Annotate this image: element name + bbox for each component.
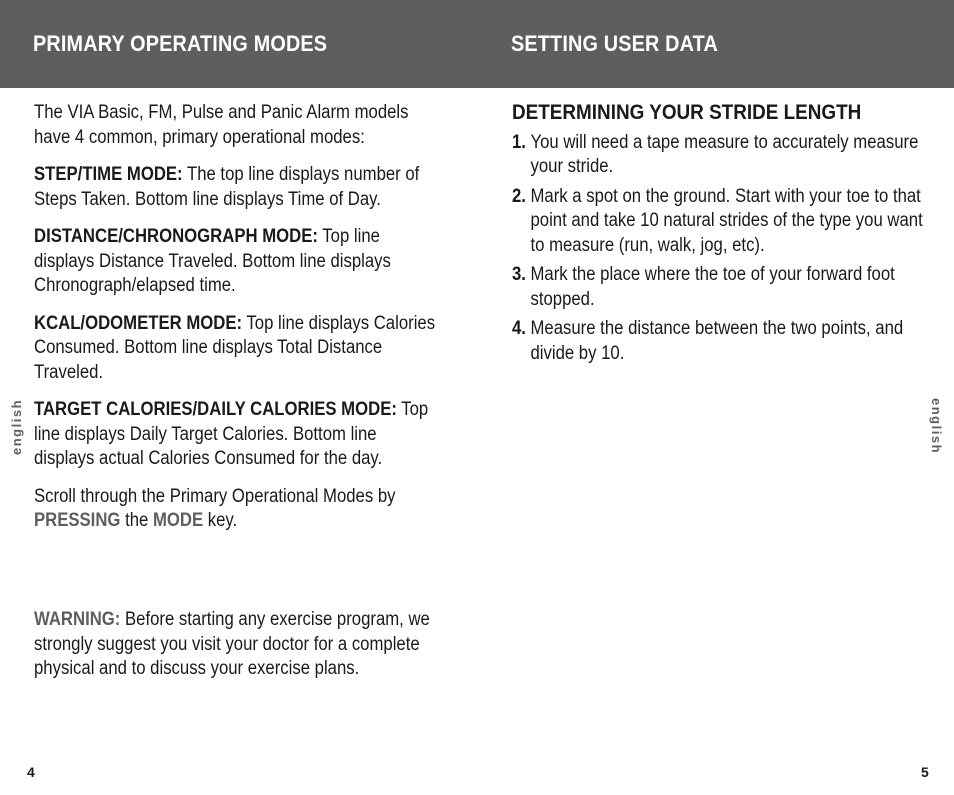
warning-paragraph: [34, 608, 439, 682]
header-bar: [0, 0, 954, 88]
list-item: [512, 185, 931, 259]
mode-label: KCAL/ODOMETER MODE:: [34, 312, 243, 334]
step-number: 4.: [512, 318, 526, 339]
left-page-title: PRIMARY OPERATING MODES: [33, 31, 328, 56]
step-text: Measure the distance between the two points, and divide by 10.: [530, 318, 904, 364]
mode-text: Top line displays Distance Traveled. Bottom line displays Chronograph/elapsed time.: [34, 226, 391, 296]
list-item: [512, 263, 931, 312]
mode-key-keyword: MODE: [152, 510, 204, 531]
scroll-text: key.: [203, 510, 238, 531]
mode-distance-chronograph: [34, 225, 439, 299]
side-language-label-left: english: [9, 398, 24, 455]
scroll-instruction: [34, 485, 439, 534]
warning-block: [34, 608, 494, 682]
mode-text: Top line displays Calories Consumed. Bottom line displays Total Distance Traveled.: [34, 312, 436, 383]
step-text: Mark a spot on the ground. Start with your toe to that point and take 10 natural strides of the type you want to measure (run, walk, jog, etc).: [530, 185, 923, 256]
side-language-label-right: english: [929, 398, 944, 455]
left-column: [34, 101, 494, 547]
right-page-title: SETTING USER DATA: [511, 31, 718, 56]
scroll-text: Scroll through the Primary Operational Modes by: [34, 485, 396, 507]
mode-text: Top line displays Daily Target Calories. Bottom line displays actual Calories Consumed for the day.: [34, 399, 429, 469]
intro-paragraph: The VIA Basic, FM, Pulse and Panic Alarm models have 4 common, primary operational modes:: [34, 102, 409, 148]
step-text: Mark the place where the toe of your forward foot stopped.: [530, 264, 895, 310]
right-column: [512, 101, 954, 371]
mode-label: DISTANCE/CHRONOGRAPH MODE:: [34, 226, 318, 247]
mode-label: TARGET CALORIES/DAILY CALORIES MODE:: [34, 399, 397, 420]
step-number: 3.: [512, 264, 526, 285]
mode-kcal-odometer: [34, 312, 439, 386]
pressing-keyword: PRESSING: [34, 510, 121, 531]
section-title: DETERMINING YOUR STRIDE LENGTH: [512, 101, 862, 124]
mode-label: STEP/TIME MODE:: [34, 164, 183, 185]
step-text: You will need a tape measure to accurately measure your stride.: [530, 131, 919, 177]
step-number: 1.: [512, 131, 526, 153]
list-item: [512, 131, 931, 180]
page-number-left: 4: [27, 764, 35, 780]
mode-text: The top line displays number of Steps Taken. Bottom line displays Time of Day.: [34, 164, 420, 210]
step-number: 2.: [512, 185, 526, 207]
mode-step-time: [34, 163, 439, 212]
warning-label: WARNING:: [34, 609, 121, 630]
scroll-text: the: [120, 510, 153, 531]
mode-target-daily-calories: [34, 398, 439, 472]
list-item: [512, 317, 931, 366]
page-number-right: 5: [921, 764, 929, 780]
warning-text: Before starting any exercise program, we strongly suggest you visit your doctor for a complete physical and to discuss your exercise plans.: [34, 609, 430, 679]
